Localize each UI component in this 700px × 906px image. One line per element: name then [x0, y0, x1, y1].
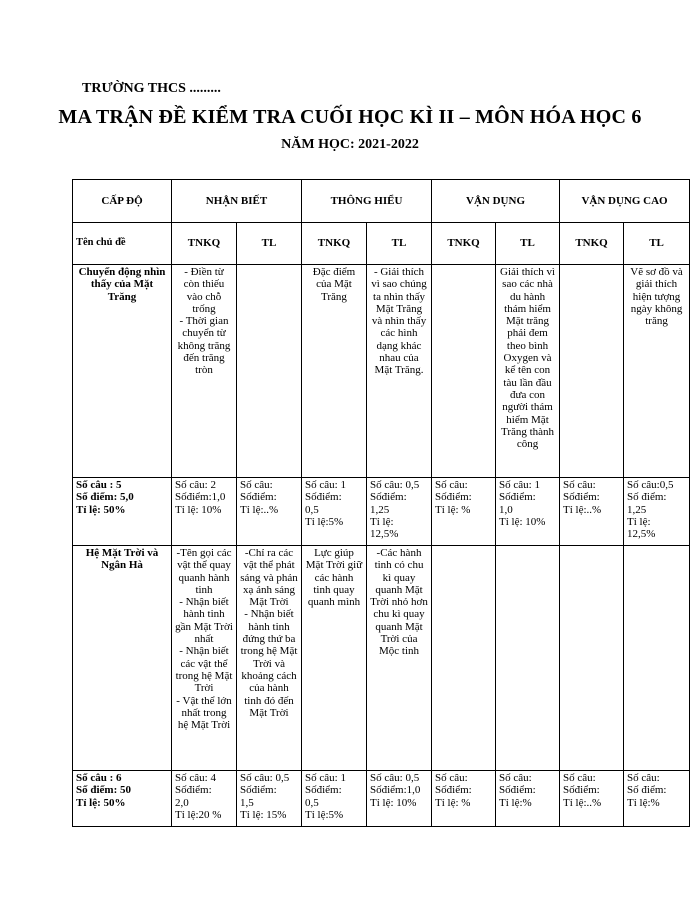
table-row — [73, 771, 690, 827]
stat-cell: Số câu: 0,5 Sốđiểm: 1,5 Tỉ lệ: 15% — [237, 771, 302, 827]
document-title: MA TRẬN ĐỀ KIỂM TRA CUỐI HỌC KÌ II – MÔN HÓA HỌC 6 — [58, 106, 642, 128]
topic-header: Tên chủ đề — [73, 223, 172, 265]
subcol-tl: TL — [624, 223, 690, 265]
content-cell — [496, 546, 560, 771]
content-cell — [432, 265, 496, 478]
subcol-tnkq: TNKQ — [560, 223, 624, 265]
content-cell: -Các hành tinh có chu kì quay quanh Mặt Trời nhỏ hơn chu kì quay quanh Mặt Trời của Mộc tinh — [367, 546, 432, 771]
content-cell: -Tên gọi các vật thể quay quanh hành tinh - Nhận biết hành tinh gần Mặt Trời nhất - Nhận biết các vật thể trong hệ Mặt Trời - Vật thể lớn nhất trong hệ Mặt Trời — [172, 546, 237, 771]
stat-cell: Số câu: 1 Sốđiểm: 0,5 Tỉ lệ:5% — [302, 478, 367, 546]
content-cell: Vẽ sơ đồ và giải thích hiện tượng ngày không trăng — [624, 265, 690, 478]
stat-cell: Số câu:0,5 Số điểm: 1,25 Tỉ lệ: 12,5% — [624, 478, 690, 546]
stat-cell: Số câu: Số điểm: Tỉ lệ:% — [624, 771, 690, 827]
subcol-tnkq: TNKQ — [302, 223, 367, 265]
stat-cell: Số câu: Sốđiểm: Tỉ lệ:..% — [237, 478, 302, 546]
table-row — [73, 478, 690, 546]
content-cell: Giải thích vì sao các nhà du hành thám hiểm Mặt trăng phải đem theo bình Oxygen và kể tên con tàu lần đầu đưa con người thám hiểm Mặt Trăng thành công — [496, 265, 560, 478]
content-cell — [624, 546, 690, 771]
level-header: CẤP ĐỘ — [73, 180, 172, 223]
content-cell: Đặc điểm của Mặt Trăng — [302, 265, 367, 478]
subcol-tl: TL — [237, 223, 302, 265]
topic-summary: Số câu : 6 Số điểm: 50 Tỉ lệ: 50% — [73, 771, 172, 827]
topic-summary: Số câu : 5 Số điểm: 5,0 Tỉ lệ: 50% — [73, 478, 172, 546]
topic-name: Hệ Mặt Trời và Ngân Hà — [73, 546, 172, 771]
content-cell — [432, 546, 496, 771]
stat-cell: Số câu: 2 Sốđiểm:1,0 Tỉ lệ: 10% — [172, 478, 237, 546]
assessment-matrix-table — [72, 179, 690, 827]
level-recognition: NHẬN BIẾT — [172, 180, 302, 223]
stat-cell: Số câu: 1 Sốđiểm: 0,5 Tỉ lệ:5% — [302, 771, 367, 827]
subcol-tl: TL — [367, 223, 432, 265]
subcol-tnkq: TNKQ — [172, 223, 237, 265]
table-row — [73, 265, 690, 478]
level-advanced-application: VẬN DỤNG CAO — [560, 180, 690, 223]
subcol-tl: TL — [496, 223, 560, 265]
content-cell — [560, 265, 624, 478]
stat-cell: Số câu: Sốđiểm: Tỉ lệ:% — [496, 771, 560, 827]
school-name: TRƯỜNG THCS ......... — [82, 81, 221, 96]
content-cell: - Giải thích vì sao chúng ta nhìn thấy Mặt Trăng và nhìn thấy các hình dạng khác nhau của Mặt Trăng. — [367, 265, 432, 478]
level-application: VẬN DỤNG — [432, 180, 560, 223]
stat-cell: Số câu: 0,5 Sốđiểm:1,0 Tỉ lệ: 10% — [367, 771, 432, 827]
stat-cell: Số câu: Sốđiểm: Tỉ lệ: % — [432, 478, 496, 546]
level-understanding: THÔNG HIỂU — [302, 180, 432, 223]
content-cell: -Chỉ ra các vật thể phát sáng và phản xạ ánh sáng Mặt Trời - Nhận biết hành tinh đứng thứ ba trong hệ Mặt Trời và khoảng cách của hành tinh đó đến Mặt Trời — [237, 546, 302, 771]
content-cell — [560, 546, 624, 771]
content-cell: - Điền từ còn thiếu vào chỗ trống - Thời gian chuyển từ không trăng đến trăng tròn — [172, 265, 237, 478]
stat-cell: Số câu: 4 Sốđiểm: 2,0 Tỉ lệ:20 % — [172, 771, 237, 827]
content-cell: Lực giúp Mặt Trời giữ các hành tinh quay quanh mình — [302, 546, 367, 771]
school-year: NĂM HỌC: 2021-2022 — [281, 137, 419, 152]
stat-cell: Số câu: 1 Sốđiểm: 1,0 Tỉ lệ: 10% — [496, 478, 560, 546]
table-row — [73, 546, 690, 771]
stat-cell: Số câu: Sốđiểm: Tỉ lệ: % — [432, 771, 496, 827]
stat-cell: Số câu: Sốđiểm: Tỉ lệ:..% — [560, 771, 624, 827]
stat-cell: Số câu: 0,5 Sốđiểm: 1,25 Tỉ lệ: 12,5% — [367, 478, 432, 546]
topic-name: Chuyển động nhìn thấy của Mặt Trăng — [73, 265, 172, 478]
stat-cell: Số câu: Sốđiểm: Tỉ lệ:..% — [560, 478, 624, 546]
subcol-tnkq: TNKQ — [432, 223, 496, 265]
content-cell — [237, 265, 302, 478]
